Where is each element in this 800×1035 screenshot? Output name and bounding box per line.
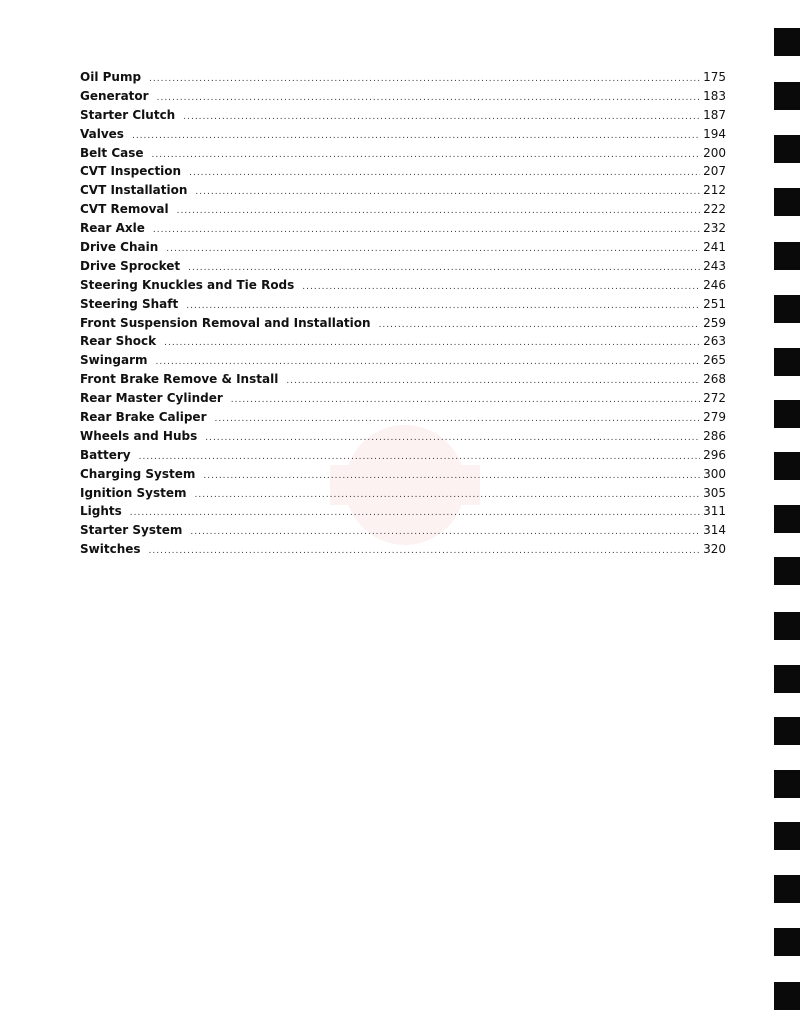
toc-entry-title: Swingarm (80, 353, 148, 368)
toc-entry[interactable] (80, 181, 726, 200)
toc-entry-title: Switches (80, 542, 141, 557)
section-tab-marker[interactable] (774, 665, 800, 693)
toc-entry-page: 246 (703, 277, 726, 292)
toc-entry-title: Oil Pump (80, 70, 142, 84)
toc-entry-title: Generator (80, 88, 149, 103)
dot-leader (231, 391, 700, 410)
toc-entry-title: Battery (80, 447, 131, 462)
dot-leader (190, 523, 700, 542)
section-tab-marker[interactable] (774, 505, 800, 533)
dot-leader (152, 146, 701, 165)
toc-entry-page: 183 (703, 88, 726, 103)
dot-leader (379, 316, 701, 335)
dot-leader (157, 89, 701, 108)
toc-entry-title: Front Suspension Removal and Installation (80, 315, 371, 330)
dot-leader (149, 70, 700, 89)
toc-entry-title: Rear Brake Caliper (80, 410, 207, 425)
toc-entry-page: 251 (703, 296, 726, 311)
section-tab-marker[interactable] (774, 28, 800, 56)
toc-entry[interactable] (80, 200, 726, 219)
section-tab-marker[interactable] (774, 875, 800, 903)
toc-entry-title: Charging System (80, 466, 196, 481)
toc-entry-page: 320 (703, 542, 726, 557)
toc-entry-title: Steering Knuckles and Tie Rods (80, 277, 295, 292)
toc-entry-title: CVT Installation (80, 183, 188, 198)
toc-entry[interactable] (80, 370, 726, 389)
toc-entry[interactable] (80, 389, 726, 408)
dot-leader (166, 240, 700, 259)
toc-entry[interactable] (80, 314, 726, 333)
toc-entry[interactable] (80, 295, 726, 314)
toc-entry-page: 296 (703, 447, 726, 462)
toc-entry[interactable] (80, 68, 726, 87)
dot-leader (189, 164, 700, 183)
toc-entry[interactable] (80, 427, 726, 446)
toc-entry-title: Valves (80, 126, 124, 141)
toc-entry-page: 207 (703, 164, 726, 179)
toc-entry-page: 194 (703, 126, 726, 141)
toc-entry-page: 286 (703, 428, 726, 443)
toc-entry-title: Belt Case (80, 145, 144, 160)
toc-entry-page: 259 (703, 315, 726, 330)
toc-entry[interactable] (80, 219, 726, 238)
section-tab-marker[interactable] (774, 770, 800, 798)
dot-leader (286, 372, 700, 391)
section-tab-marker[interactable] (774, 982, 800, 1010)
section-tab-marker[interactable] (774, 400, 800, 428)
toc-entry[interactable] (80, 87, 726, 106)
section-tab-marker[interactable] (774, 188, 800, 216)
toc-entry-title: CVT Removal (80, 202, 169, 217)
section-tab-marker[interactable] (774, 452, 800, 480)
toc-entry-page: 241 (703, 240, 726, 255)
dot-leader (130, 504, 700, 523)
toc-entry-page: 300 (703, 466, 726, 481)
toc-entry-title: Starter System (80, 523, 183, 538)
toc-entry-title: Wheels and Hubs (80, 428, 198, 443)
toc-entry-page: 212 (703, 183, 726, 198)
toc-entry-page: 311 (703, 504, 726, 519)
dot-leader (302, 278, 700, 297)
toc-entry[interactable] (80, 351, 726, 370)
section-tab-marker[interactable] (774, 717, 800, 745)
dot-leader (149, 542, 701, 561)
toc-entry-page: 222 (703, 202, 726, 217)
toc-entry[interactable] (80, 276, 726, 295)
toc-entry[interactable] (80, 446, 726, 465)
section-tab-marker[interactable] (774, 82, 800, 110)
toc-entry-page: 243 (703, 258, 726, 273)
toc-entry-title: Rear Axle (80, 221, 145, 236)
dot-leader (183, 108, 700, 127)
toc-entry-page: 314 (703, 523, 726, 538)
toc-entry-page: 268 (703, 372, 726, 387)
dot-leader (215, 410, 701, 429)
dot-leader (164, 334, 700, 353)
toc-entry[interactable] (80, 540, 726, 559)
toc-entry-page: 263 (703, 334, 726, 349)
dot-leader (205, 429, 700, 448)
toc-entry[interactable] (80, 521, 726, 540)
toc-entry[interactable] (80, 257, 726, 276)
dot-leader (132, 127, 700, 146)
toc-entry[interactable] (80, 502, 726, 521)
toc-entry[interactable] (80, 484, 726, 503)
section-tab-marker[interactable] (774, 135, 800, 163)
toc-entry-page: 305 (703, 485, 726, 500)
section-tab-marker[interactable] (774, 612, 800, 640)
toc-entry[interactable] (80, 332, 726, 351)
toc-entry[interactable] (80, 162, 726, 181)
toc-entry-title: Lights (80, 504, 122, 519)
toc-entry-page: 265 (703, 353, 726, 368)
toc-entry-page: 187 (703, 107, 726, 122)
section-tab-strip (770, 0, 800, 1035)
dot-leader (195, 486, 701, 505)
section-tab-marker[interactable] (774, 295, 800, 323)
toc-entry-title: Steering Shaft (80, 296, 179, 311)
section-tab-marker[interactable] (774, 928, 800, 956)
toc-entry[interactable] (80, 106, 726, 125)
toc-entry-title: Starter Clutch (80, 107, 176, 122)
toc-entry-page: 279 (703, 410, 726, 425)
toc-entry[interactable] (80, 408, 726, 427)
toc-entry-title: CVT Inspection (80, 164, 182, 179)
toc-entry-title: Front Brake Remove & Install (80, 372, 279, 387)
toc-entry[interactable] (80, 144, 726, 163)
section-tab-marker[interactable] (774, 242, 800, 270)
section-tab-marker[interactable] (774, 348, 800, 376)
dot-leader (203, 467, 700, 486)
dot-leader (153, 221, 700, 240)
toc-entry-title: Rear Shock (80, 334, 157, 349)
toc-entry-title: Ignition System (80, 485, 187, 500)
toc-entry-title: Rear Master Cylinder (80, 391, 223, 406)
table-of-contents (80, 68, 726, 559)
section-tab-marker[interactable] (774, 822, 800, 850)
toc-entry-page: 175 (703, 70, 726, 84)
toc-entry-page: 200 (703, 145, 726, 160)
toc-entry[interactable] (80, 238, 726, 257)
toc-entry-title: Drive Sprocket (80, 258, 181, 273)
toc-entry-page: 272 (703, 391, 726, 406)
dot-leader (195, 183, 700, 202)
toc-entry[interactable] (80, 465, 726, 484)
toc-entry-title: Drive Chain (80, 240, 159, 255)
dot-leader (139, 448, 700, 467)
toc-entry[interactable] (80, 125, 726, 144)
toc-entry-page: 232 (703, 221, 726, 236)
dot-leader (177, 202, 700, 221)
section-tab-marker[interactable] (774, 557, 800, 585)
